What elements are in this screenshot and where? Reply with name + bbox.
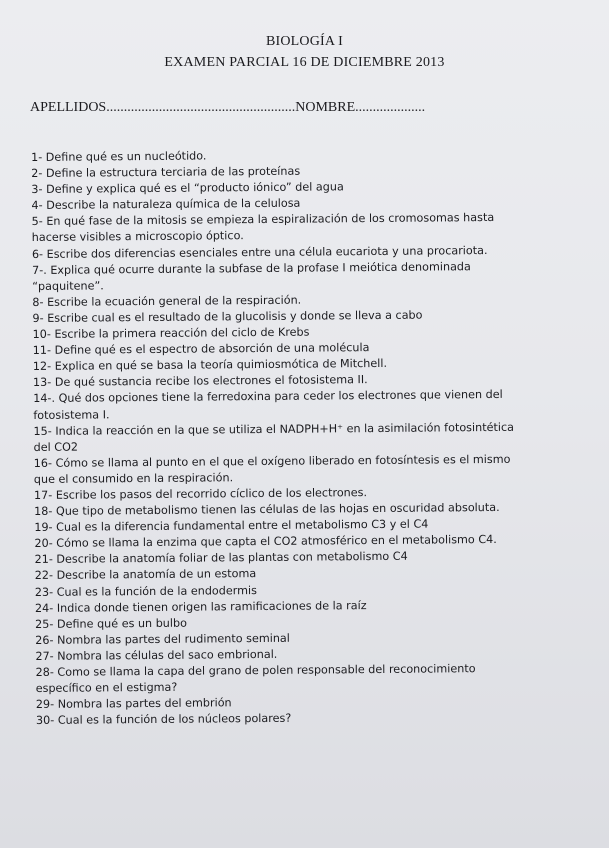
question-item: 23- Cual es la función de la endodermis	[34, 583, 258, 599]
question-item-continuation: que el consumido en la respiración.	[33, 471, 234, 486]
question-item: 16- Cómo se llama al punto en el que el oxígeno liberado en fotosíntesis es el mismo	[33, 452, 511, 470]
question-item-continuation: hacerse visibles a microscopio óptico.	[31, 229, 244, 245]
question-item: 25- Define qué es un bulbo	[35, 616, 187, 631]
question-item-continuation: del CO2	[33, 440, 79, 454]
question-item: 24- Indica donde tienen origen las ramificaciones de la raíz	[34, 598, 367, 615]
question-item: 1- Define qué es un nucleótido.	[31, 149, 207, 164]
subject-title: BIOLOGÍA I	[265, 34, 344, 49]
question-item: 4- Describe la naturaleza química de la celulosa	[31, 196, 301, 213]
question-item: 2- Define la estructura terciaria de las proteínas	[31, 164, 301, 181]
question-item: 14-. Qué dos opciones tiene la ferredoxina para ceder los electrones que vienen del	[33, 388, 503, 406]
question-item: 21- Describe la anatomía foliar de las plantas con metabolismo C4	[34, 550, 408, 567]
question-item: 17- Escribe los pasos del recorrido cíclico de los electrones.	[33, 486, 368, 502]
question-item: 29- Nombra las partes del embrión	[35, 696, 232, 712]
question-item-continuation: fotosistema I.	[33, 407, 110, 422]
question-item: 12- Explica en qué se basa la teoría quimiosmótica de Mitchell.	[32, 357, 388, 374]
question-list	[31, 145, 576, 729]
question-item: 27- Nombra las células del saco embrional.	[35, 647, 278, 663]
exam-title: EXAMEN PARCIAL 16 DE DICIEMBRE 2013	[164, 55, 445, 70]
name-blank: ....................	[355, 100, 426, 115]
question-item: 20- Cómo se llama la enzima que capta el CO2 atmosférico en el metabolismo C4.	[34, 533, 497, 551]
question-item: 6- Escribe dos diferencias esenciales entre una célula eucariota y una procariota.	[31, 243, 488, 261]
question-item: 19- Cual es la diferencia fundamental entre el metabolismo C3 y el C4	[34, 517, 429, 535]
question-item-continuation: específico en el estigma?	[35, 680, 178, 696]
question-item: 22- Describe la anatomía de un estoma	[34, 567, 257, 583]
question-item: 15- Indica la reacción en la que se utiliza el NADPH+H⁺ en la asimilación fotosintética	[33, 420, 515, 438]
student-fields	[30, 100, 590, 116]
question-item: 10- Escribe la primera reacción del ciclo de Krebs	[32, 325, 310, 342]
question-item: 30- Cual es la función de los núcleos polares?	[35, 712, 292, 728]
question-item: 13- De qué sustancia recibe los electrones el fotosistema II.	[32, 373, 368, 390]
question-item: 7-. Explica qué ocurre durante la subfase de la profase I meiótica denominada	[31, 259, 471, 277]
question-item: 5- En qué fase de la mitosis se empieza la espiralización de los cromosomas hasta	[31, 211, 495, 229]
question-item: 26- Nombra las partes del rudimento seminal	[35, 631, 290, 647]
surname-blank: ......................................................	[106, 100, 296, 115]
question-item: 28- Como se llama la capa del grano de polen responsable del reconocimiento	[35, 662, 476, 679]
question-item: 18- Que tipo de metabolismo tienen las células de las hojas en oscuridad absoluta.	[34, 500, 500, 519]
question-item: 3- Define y explica qué es el “producto iónico” del agua	[31, 180, 344, 197]
question-item: 11- Define qué es el espectro de absorción de una molécula	[32, 341, 370, 358]
question-item: 9- Escribe cual es el resultado de la glucolisis y donde se lleva a cabo	[32, 308, 423, 325]
name-label: NOMBRE	[295, 100, 356, 115]
question-item: 8- Escribe la ecuación general de la respiración.	[32, 293, 302, 309]
surname-label: APELLIDOS	[30, 100, 107, 115]
question-item-continuation: “paquitene”.	[32, 279, 104, 293]
